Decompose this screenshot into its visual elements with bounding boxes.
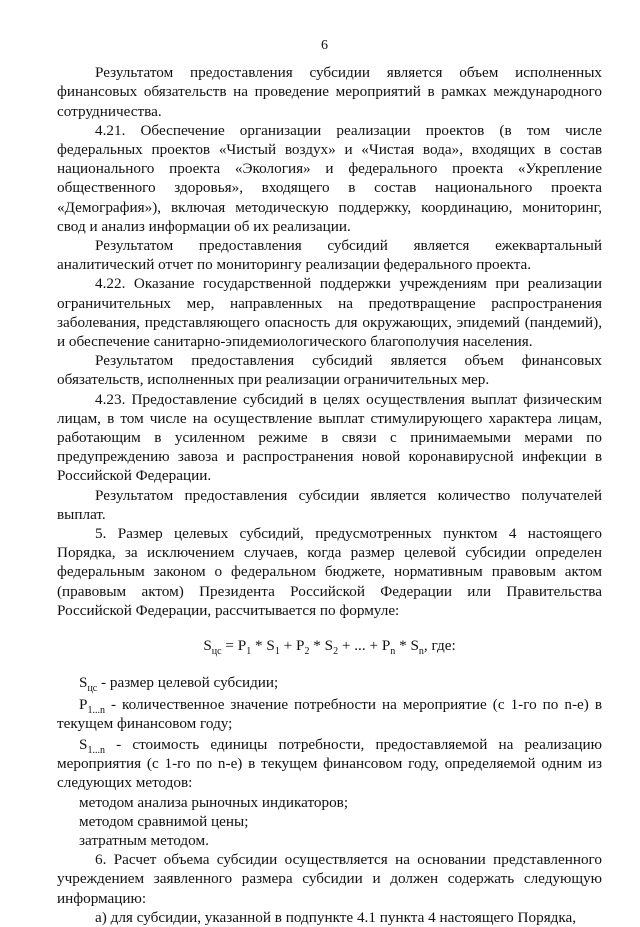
- paragraph-result-recipients: Результатом предоставления субсидии является количество получателей выплат.: [57, 486, 602, 523]
- page-number: 6: [321, 38, 328, 53]
- paragraph-6-a: а) для субсидии, указанной в подпункте 4.1 пункта 4 настоящего Порядка,: [95, 908, 577, 926]
- paragraph-4-22: 4.22. Оказание государственной поддержки учреждениям при реализации ограничительных мер, направленных на предотвращение распространения заболевания, представляющего опасность для окружающих, эпидемий (пандемий), и обеспечение санитарно-эпидемиологического благополучия населения.: [57, 275, 602, 351]
- method-cost: затратным методом.: [79, 831, 209, 849]
- paragraph-result-obligations: Результатом предоставления субсидий является объем финансовых обязательств, исполненных при реализации ограничительных мер.: [57, 352, 602, 389]
- subsidy-formula: $S_{цс} = P_1 * S_1 + P_2 * S_2$ + ... + $P_n * S_n$, где:: [203, 637, 456, 658]
- paragraph-4-21: 4.21. Обеспечение организации реализации проектов (в том числе федеральных проектов «Чистый воздух» и «Чистая вода», входящих в состав национального проекта «Экология» и федерального проекта «Укрепление общественного здоровья», входящего в состав национального проекта «Демография»), включая методическую поддержку, координацию, мониторинг, свод и анализ информации об их реализации.: [57, 121, 602, 235]
- paragraph-6: 6. Расчет объема субсидии осуществляется на основании представленного учреждением заявленного размера субсидии и должен содержать следующую информацию:: [57, 851, 602, 907]
- formula-definitions: [57, 673, 602, 850]
- definition-p-1-n: $P_{1...n}$ - количественное значение потребности на мероприятие (с 1-го по n-е) в текущем финансовом году;: [57, 695, 602, 732]
- definition-s-1-n: $S_{1...n}$ - стоимость единицы потребности, предоставляемой на реализацию мероприятия (с 1-го по n-е) в текущем финансовом году, определяемой одним из следующих методов:: [57, 735, 602, 792]
- bottom-paragraphs: [57, 850, 602, 927]
- paragraph-result-report: Результатом предоставления субсидий является ежеквартальный аналитический отчет по мониторингу реализации федерального проекта.: [57, 237, 602, 274]
- definition-s-cs: $S_{цс}$ - размер целевой субсидии;: [79, 674, 279, 695]
- top-paragraphs: [57, 63, 602, 620]
- method-comparable-price: методом сравнимой цены;: [79, 812, 249, 830]
- paragraph-4-23: 4.23. Предоставление субсидий в целях осуществления выплат физическим лицам, в том числе на осуществление выплат стимулирующего характера лицам, работающим в усиленном режиме в связи с принимаемыми мерами по предупреждению завоза и распространения новой коронавирусной инфекции в Российской Федерации.: [57, 390, 602, 485]
- method-market-indicators: методом анализа рыночных индикаторов;: [79, 793, 349, 811]
- paragraph-result-international: Результатом предоставления субсидии является объем исполненных финансовых обязательств на проведение мероприятий в рамках международного сотрудничества.: [57, 64, 602, 120]
- paragraph-5: 5. Размер целевых субсидий, предусмотренных пунктом 4 настоящего Порядка, за исключением случаев, когда размер целевой субсидии определен федеральным законом о федеральном бюджете, нормативным правовым актом (правовым актом) Президента Российской Федерации или Правительства Российской Федерации, рассчитывается по формуле:: [57, 525, 602, 619]
